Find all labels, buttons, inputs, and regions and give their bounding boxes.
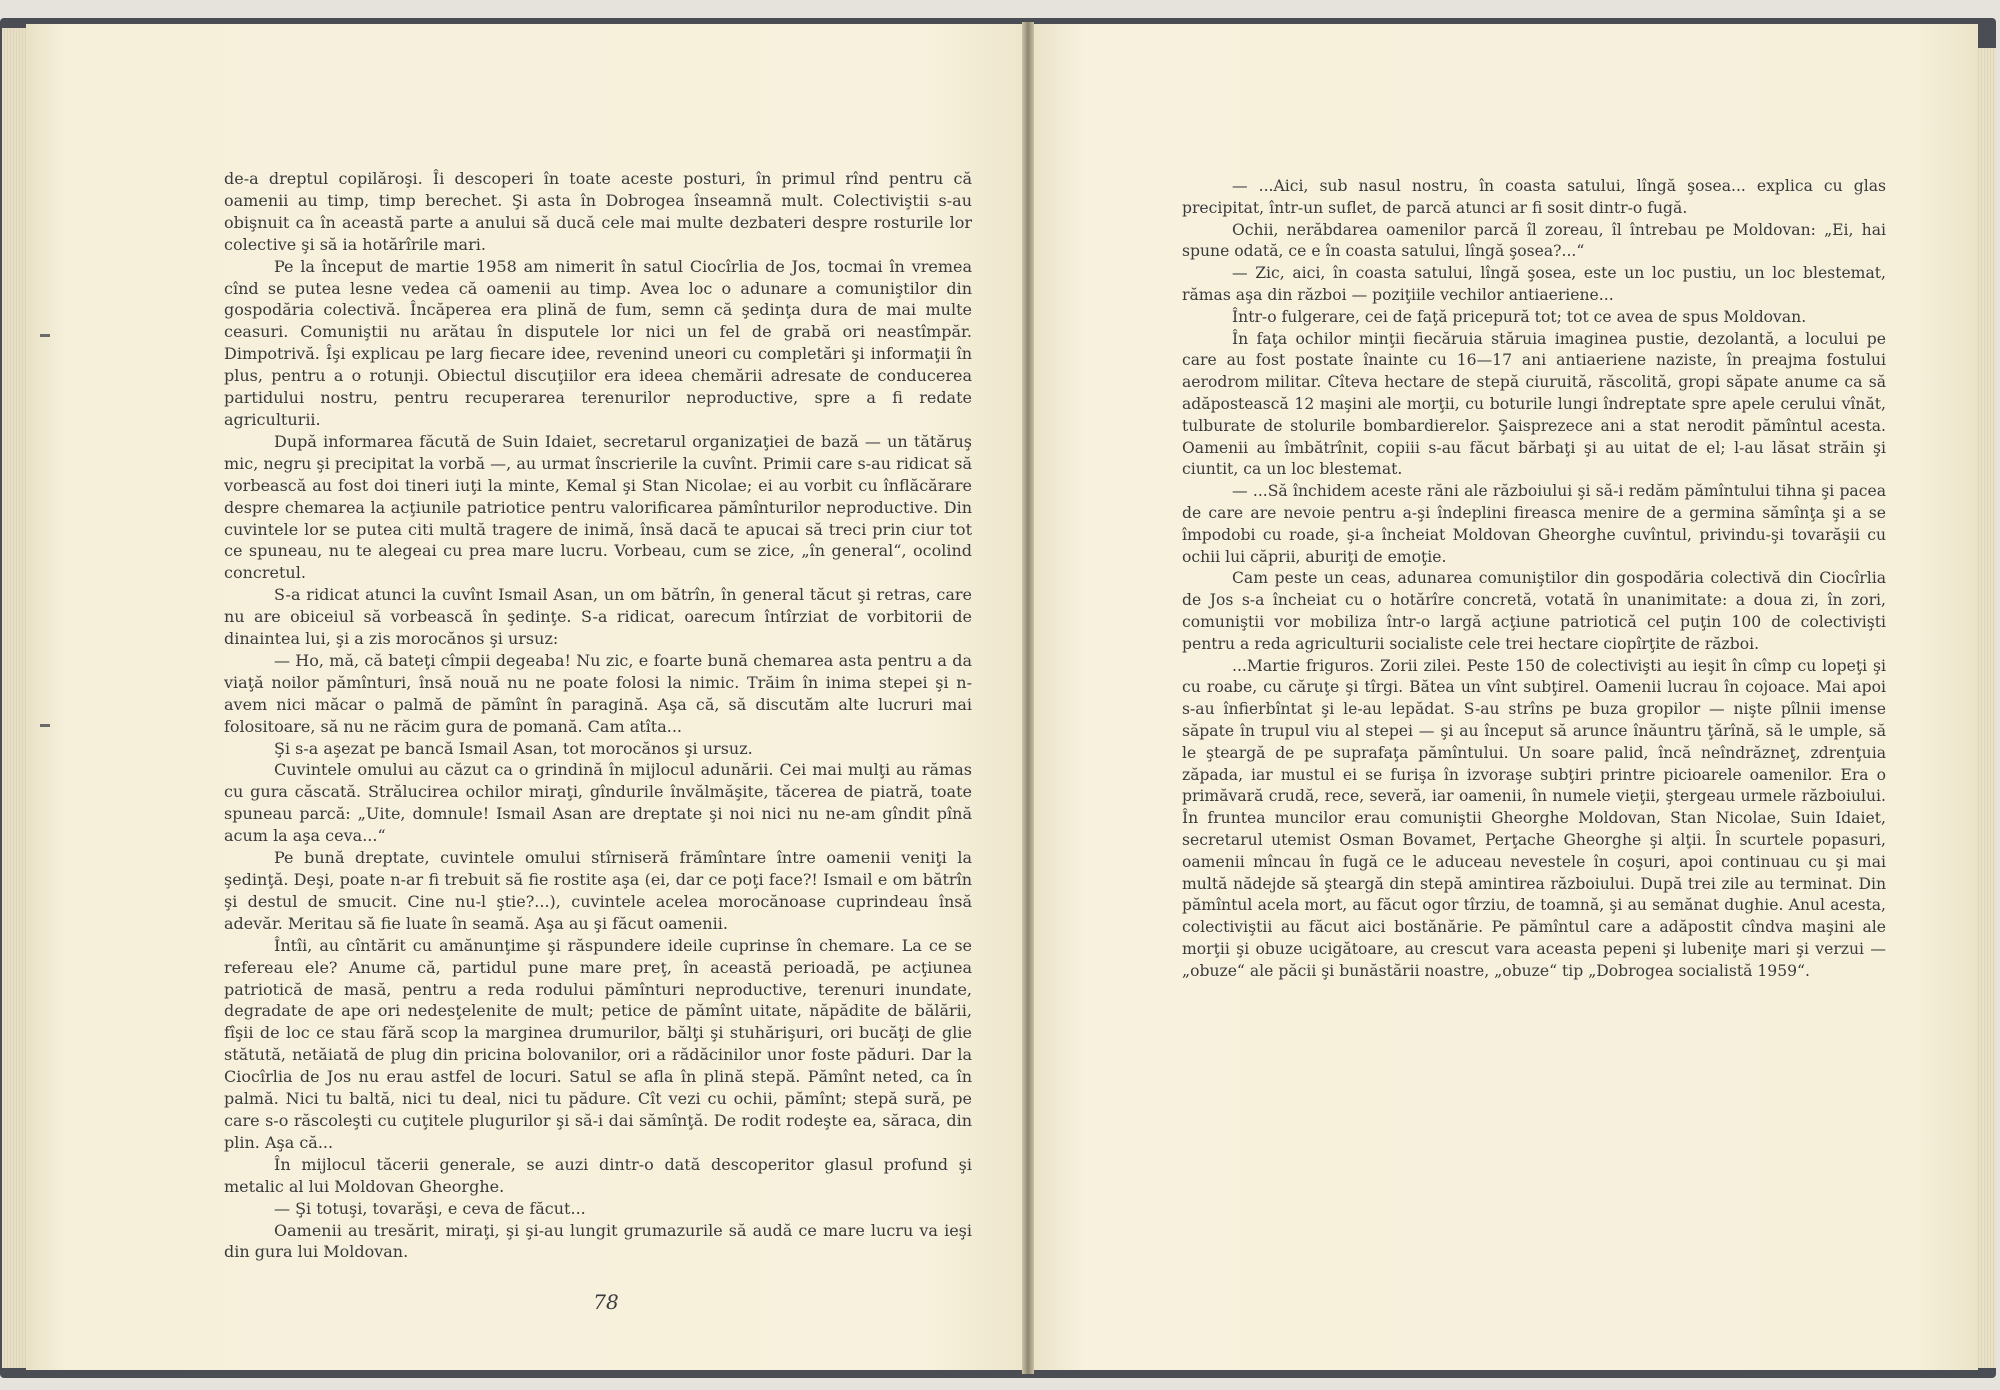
margin-mark [40, 334, 50, 337]
book-gutter [1022, 22, 1034, 1374]
paragraph: Într-o fulgerare, cei de faţă pricepură tot; tot ce avea de spus Moldovan. [1232, 307, 1807, 326]
paragraph: Pe bună dreptate, cuvintele omului stîrniseră frămîntare între oamenii veniţi la şedinţă. Deşi, poate n-ar fi trebuit să fie rostite aşa (ei, dar ce poţi face?! Ismail e om bătrîn şi destul de smucit. Cine nu-l ştie?...), cuvintele acelea morocănoase cuprindeau însă adevăr. Meritau să fie luate în seamă. Aşa au şi făcut oamenii. [224, 848, 972, 933]
paragraph: Şi s-a aşezat pe bancă Ismail Asan, tot morocănos şi ursuz. [274, 738, 753, 758]
paragraph: Ochii, nerăbdarea oamenilor parcă îl zoreau, îl întrebau pe Moldovan: „Ei, hai spune odată, ce e în coasta satului, lîngă şosea?...“ [1182, 220, 1886, 261]
page-edges-left [2, 28, 28, 1368]
left-page-text [224, 168, 972, 1263]
left-page [26, 24, 1024, 1370]
paragraph: După informarea făcută de Suin Idaiet, secretarul organizaţiei de bază — un tătăruş mic, negru şi precipitat la vorbă —, au urmat înscrierile la cuvînt. Primii care s-au ridicat să vorbească au fost doi tineri iuţi la minte, Kemal şi Stan Nicolae; ei au vorbit cu înflăcărare despre chemarea la acţiunile patriotice pentru valorificarea pămînturilor neproductive. Din cuvintele lor se putea citi multă tragere de inimă, însă dacă te apucai să treci prin ciur tot ce spuneau, nu te alegeai cu prea mare lucru. Vorbeau, cum se zice, „în general“, ocolind concretul. [224, 431, 972, 583]
paragraph: ...Martie friguros. Zorii zilei. Peste 150 de colectivişti au ieşit în cîmp cu lopeţi şi cu roabe, cu căruţe şi tîrgi. Bătea un vînt subţirel. Oamenii lucrau în cojoace. Mai apoi s-au înfierbîntat şi le-au lepădat. S-au strîns pe buza gropilor — nişte pîlnii imense săpate în trupul viu al stepei — şi au început să arunce înăuntru ţărînă, să le umple, să le şteargă de pe suprafaţa pămîntului. Un soare palid, încă neîndrăzneţ, zdrenţuia zăpada, iar mustul ei se furişa în izvoraşe subţiri printre picioarele oamenilor. Era o primăvară crudă, rece, severă, iar oamenii, în numele vieţii, ştergeau urmele războiului. În fruntea muncilor erau comuniştii Gheorghe Moldovan, Stan Nicolae, Suin Idaiet, secretarul utemist Osman Bovamet, Perţache Gheorghe şi alţii. În scurtele popasuri, oamenii mîncau în fugă ce le aduceau nevestele în coşuri, apoi continuau cu şi mai multă nădejde să şteargă din stepă amintirea războiului. După trei zile au terminat. Din pămîntul acela mort, au făcut ogor tîrziu, de toamnă, şi au semănat dughie. Anul acesta, colectiviştii au făcut aici bostănărie. Pe pămîntul care a adăpostit cîndva maşini ale morţii şi obuze ucigătoare, au crescut vara aceasta pepeni şi lubeniţe mari şi verzui — „obuze“ ale păcii şi bunăstării noastre, „obuze“ tip „Dobrogea socialistă 1959“. [1182, 656, 1886, 980]
paragraph: de-a dreptul copilăroşi. Îi descoperi în toate aceste posturi, în primul rînd pentru că oamenii au timp, timp berechet. Şi asta în Dobrogea înseamnă mult. Colectiviştii s-au obişnuit ca în această parte a anului să ducă cele mai multe dezbateri despre rosturile lor colective şi să ia hotărîrile mari. [224, 169, 972, 254]
margin-mark [40, 724, 50, 727]
page-number: 78 [593, 1290, 619, 1314]
paragraph: Pe la început de martie 1958 am nimerit în satul Ciocîrlia de Jos, tocmai în vremea cînd se putea lesne vedea că oamenii au timp. Avea loc o adunare a comuniştilor din gospodăria colectivă. Încăperea era plină de fum, semn că şedinţa dura de mai multe ceasuri. Comuniştii nu arătau în disputele lor nici un fel de grabă ori neastîmpăr. Dimpotrivă. Îşi explicau pe larg fiecare idee, revenind uneori cu completări şi informaţii în plus, pentru a o rotunji. Obiectul discuţiilor era ideea chemării adresate de conducerea partidului nostru, pentru recuperarea terenurilor neproductive, spre a fi redate agriculturii. [224, 256, 972, 429]
paragraph: În faţa ochilor minţii fiecăruia stăruia imaginea pustie, dezolantă, a locului pe care au fost postate înainte cu 16—17 ani antiaeriene naziste, în preajma fostului aerodrom militar. Cîteva hectare de stepă ciuruită, răscolită, gropi săpate anume ca să adăpostească 12 maşini ale morţii, cu boturile lungi îndreptate spre apele cerului vînăt, tulburate de stolurile bombardierelor. Şaisprezece ani a stat nerodit pămîntul acesta. Oamenii au îmbătrînit, copiii s-au făcut bărbaţi şi au uitat de el; l-au lăsat străin şi ciuntit, ca un loc blestemat. [1182, 329, 1886, 479]
right-page-text [1182, 176, 1886, 982]
paragraph: — ...Aici, sub nasul nostru, în coasta satului, lîngă şosea... explica cu glas precipitat, într-un suflet, de parcă atunci ar fi sosit dintr-o fugă. [1182, 177, 1886, 217]
paragraph: Cam peste un ceas, adunarea comuniştilor din gospodăria colectivă din Ciocîrlia de Jos s-a încheiat cu o hotărîre concretă, votată în unanimitate: a doua zi, în zori, comuniştii vor mobiliza într-o largă acţiune patriotică cel puţin 100 de colectivişti pentru a reda agriculturii socialiste cele trei hectare ciopîrţite de război. [1182, 569, 1886, 653]
paragraph: S-a ridicat atunci la cuvînt Ismail Asan, un om bătrîn, în general tăcut şi retras, care nu are obiceiul să vorbească în şedinţe. S-a ridicat, oarecum întîrziat de vorbitorii de dinaintea lui, şi a zis morocănos şi ursuz: [224, 585, 972, 649]
paragraph: — Şi totuşi, tovarăşi, e ceva de făcut... [274, 1198, 586, 1218]
right-page [1034, 24, 1978, 1370]
paragraph: Cuvintele omului au căzut ca o grindină în mijlocul adunării. Cei mai mulţi au rămas cu gura căscată. Strălucirea ochilor miraţi, gîndurile învălmăşite, tăcerea de piatră, toate spuneau parcă: „Uite, domnule! Ismail Asan are dreptate şi noi nici nu ne-am gîndit pînă acum la aşa ceva...“ [224, 760, 972, 846]
page-edges-right [1976, 48, 1996, 1368]
paragraph: — Ho, mă, că bateţi cîmpii degeaba! Nu zic, e foarte bună chemarea asta pentru a da viaţă noilor pămînturi, însă nouă nu ne poate folosi la nimic. Trăim în inima stepei şi n-avem nici măcar o palmă de pămînt în paragină. Aşa că, să discutăm alte lucruri mai folositoare, să nu ne răcim gura de pomană. Cam atîta... [224, 650, 972, 736]
paragraph: — ...Să închidem aceste răni ale războiului şi să-i redăm pămîntului tihna şi pacea de care are nevoie pentru a-şi îndeplini fireasca menire de a germina sămînţa şi a se împodobi cu roade, şi-a încheiat Moldovan Gheorghe cuvîntul, privindu-şi tovarăşii cu ochii lui căprii, aburiţi de emoţie. [1182, 482, 1886, 566]
paragraph: Oamenii au tresărit, miraţi, şi şi-au lungit grumazurile să audă ce mare lucru va ieşi din gura lui Moldovan. [224, 1220, 972, 1262]
paragraph: În mijlocul tăcerii generale, se auzi dintr-o dată descoperitor glasul profund şi metalic al lui Moldovan Gheorghe. [224, 1154, 972, 1196]
open-book [0, 18, 1996, 1378]
paragraph: — Zic, aici, în coasta satului, lîngă şosea, este un loc pustiu, un loc blestemat, rămas aşa din război — poziţiile vechilor antiaeriene... [1182, 264, 1886, 304]
paragraph: Întîi, au cîntărit cu amănunţime şi răspundere ideile cuprinse în chemare. La ce se refereau ele? Anume că, partidul pune mare preţ, în această perioadă, pe acţiunea patriotică de masă, pentru a reda rodului pămînturi neproductive, terenuri inundate, degradate de ape ori nedesţelenite de mult; petice de pămînt uitate, năpădite de bălării, fîşii de loc ce stau fără scop la marginea drumurilor, bălţi şi stuhărişuri, ori bucăţi de glie stătută, netăiată de plug din pricina bolovanilor, ori a rădăcinilor unor foste păduri. Dar la Ciocîrlia de Jos nu erau astfel de locuri. Satul se afla în plină stepă. Pămînt neted, ca în palmă. Nici tu baltă, nici tu deal, nici tu pădure. Cît vezi cu ochii, pămînt; stepă sură, pe care s-o răscoleşti cu cuţitele plugurilor şi să-i dai sămînţă. De rodit rodeşte ea, săraca, din plin. Aşa că... [224, 935, 972, 1152]
